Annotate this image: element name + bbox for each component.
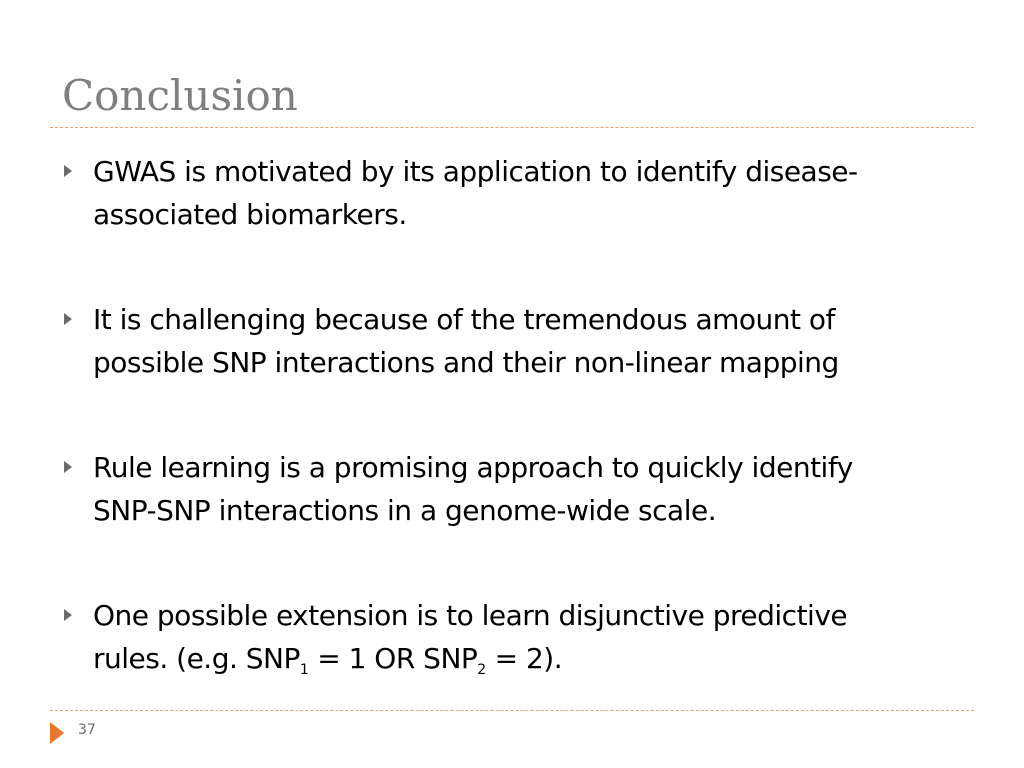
bullet-line: It is challenging because of the tremendous amount of xyxy=(93,303,835,336)
right-triangle-bullet-icon xyxy=(64,165,72,177)
bullet-text xyxy=(93,150,962,236)
bullet-list xyxy=(62,150,962,680)
bullet-line-middle: = 1 OR SNP xyxy=(308,642,478,675)
bullet-line: Rule learning is a promising approach to quickly identify xyxy=(93,451,853,484)
bullet-item-challenge xyxy=(62,298,962,384)
bullet-item-extension xyxy=(62,594,962,680)
bullet-line: GWAS is motivated by its application to identify disease- xyxy=(93,155,858,188)
bullet-line: associated biomarkers. xyxy=(93,198,407,231)
subscript-2: 2 xyxy=(477,662,487,678)
bullet-line-suffix: = 2). xyxy=(486,642,563,675)
subscript-1: 1 xyxy=(299,662,309,678)
bullet-line: One possible extension is to learn disjunctive predictive xyxy=(93,599,848,632)
page-number: 37 xyxy=(78,722,96,738)
footer-divider xyxy=(50,710,974,711)
bullet-item-rule-learning xyxy=(62,446,962,532)
bullet-line-prefix: rules. (e.g. SNP xyxy=(93,642,300,675)
bullet-text xyxy=(93,446,962,532)
bullet-text xyxy=(93,298,962,384)
bullet-text xyxy=(93,594,962,680)
slide-title: Conclusion xyxy=(62,71,298,120)
right-triangle-bullet-icon xyxy=(64,313,72,325)
right-triangle-bullet-icon xyxy=(64,609,72,621)
bullet-item-gwas xyxy=(62,150,962,236)
orange-triangle-icon xyxy=(50,722,64,744)
title-divider xyxy=(50,127,974,128)
bullet-line: possible SNP interactions and their non-linear mapping xyxy=(93,346,839,379)
bullet-line-with-subscripts xyxy=(93,642,563,678)
right-triangle-bullet-icon xyxy=(64,461,72,473)
bullet-line: SNP-SNP interactions in a genome-wide scale. xyxy=(93,494,717,527)
